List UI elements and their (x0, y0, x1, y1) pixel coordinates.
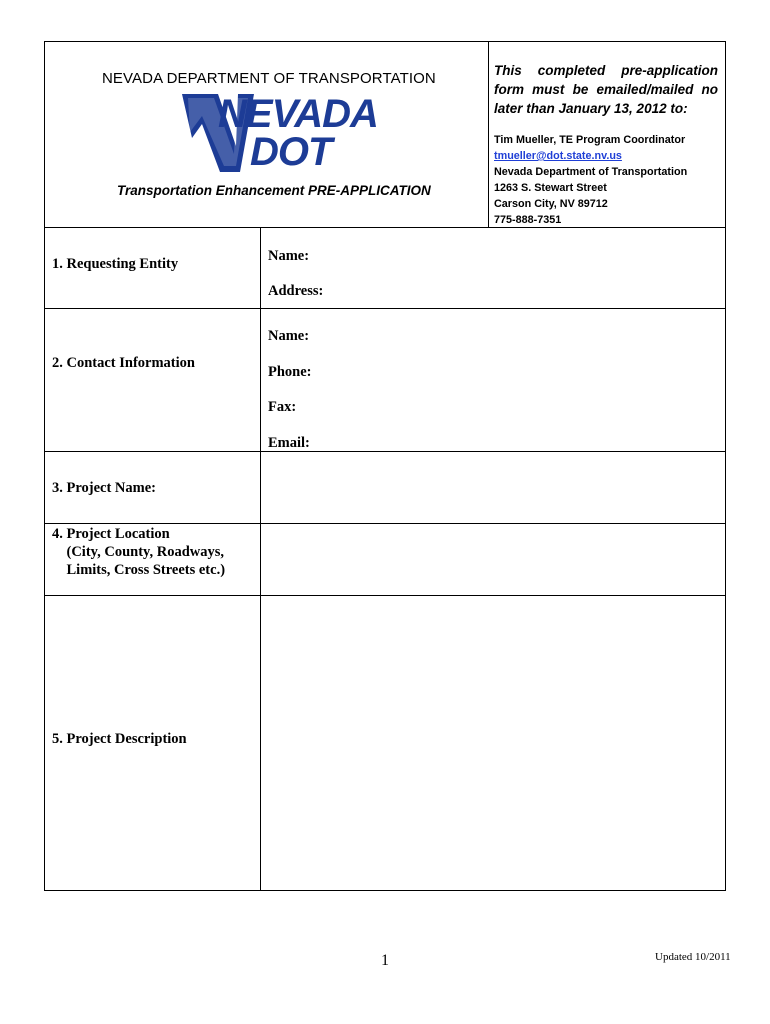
contact-org: Nevada Department of Transportation (494, 166, 688, 178)
form-subtitle: Transportation Enhancement PRE-APPLICATION (117, 183, 431, 198)
row-rule-3 (44, 523, 726, 524)
submission-notice-line-1: This completed pre-application (494, 63, 718, 78)
agency-title: NEVADA DEPARTMENT OF TRANSPORTATION (102, 70, 436, 87)
header-rule (44, 227, 726, 228)
contact-email-label: Email: (268, 435, 310, 451)
page-number: 1 (381, 952, 389, 969)
project-location-label-line-3: Limits, Cross Streets etc.) (52, 562, 226, 578)
contact-email-link[interactable]: tmueller@dot.state.nv.us (494, 150, 622, 162)
row-rule-2 (44, 451, 726, 452)
header-divider (488, 41, 489, 228)
project-location-label-line-2: (City, County, Roadways, (52, 544, 225, 560)
contact-fax-label: Fax: (268, 399, 297, 415)
logo-word-nevada: NEVADA (218, 92, 378, 136)
contact-phone-label: Phone: (268, 364, 312, 380)
submission-notice-line-3: later than January 13, 2012 to: (494, 101, 688, 116)
row-rule-4 (44, 595, 726, 596)
project-description-label: 5. Project Description (52, 731, 187, 747)
requesting-entity-name-label: Name: (268, 248, 310, 264)
nevada-dot-logo (168, 88, 378, 180)
contact-city: Carson City, NV 89712 (494, 198, 608, 210)
submission-notice-line-2: form must be emailed/mailed no (494, 82, 718, 97)
logo-word-dot: DOT (250, 130, 332, 174)
contact-phone: 775-888-7351 (494, 214, 562, 226)
contact-street: 1263 S. Stewart Street (494, 182, 607, 194)
requesting-entity-label: 1. Requesting Entity (52, 256, 179, 272)
project-location-label-line-1: 4. Project Location (52, 526, 170, 542)
project-name-label: 3. Project Name: (52, 480, 156, 496)
contact-name-label: Name: (268, 328, 310, 344)
contact-name: Tim Mueller, TE Program Coordinator (494, 134, 686, 146)
row-rule-1 (44, 308, 726, 309)
column-divider (260, 227, 261, 891)
requesting-entity-address-label: Address: (268, 283, 324, 299)
contact-information-label: 2. Contact Information (52, 355, 195, 371)
updated-date: Updated 10/2011 (655, 951, 731, 963)
